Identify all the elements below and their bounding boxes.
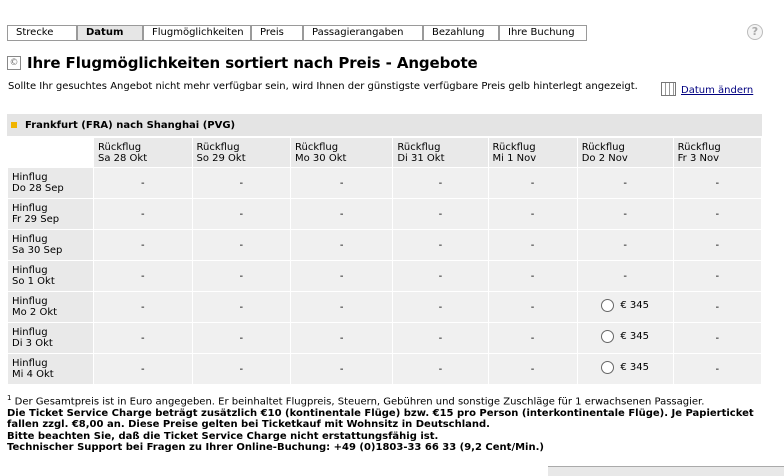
return-date-header xyxy=(673,138,761,168)
return-date-header xyxy=(488,138,577,168)
return-date: Fr 3 Nov xyxy=(677,152,720,164)
return-label: Rückflug xyxy=(492,141,536,153)
step-3[interactable]: Preis xyxy=(251,25,303,41)
fare-unavailable: - xyxy=(291,261,393,292)
fare-radio[interactable] xyxy=(601,299,614,312)
fare-unavailable: - xyxy=(393,292,488,323)
outbound-date: Di 3 Okt xyxy=(12,338,53,349)
service-charge-note: Die Ticket Service Charge beträgt zusätzlich €10 (kontinentale Flüge) bzw. €15 pro Person (interkontinentale Flüge). Je Papierticket fallen zzgl. €8,00 an. Diese Preise gelten bei Ticketkauf mit Wohnsitz in Deutschland. xyxy=(7,407,754,431)
step-0[interactable]: Strecke xyxy=(7,25,77,41)
fare-unavailable: - xyxy=(291,168,393,199)
fare-unavailable: - xyxy=(94,323,193,354)
fare-unavailable: - xyxy=(393,199,488,230)
fare-unavailable: - xyxy=(488,168,577,199)
return-label: Rückflug xyxy=(98,141,142,153)
return-label: Rückflug xyxy=(581,141,625,153)
price-label: € 345 xyxy=(620,300,649,311)
table-row xyxy=(8,354,762,385)
outbound-date-header xyxy=(8,261,94,292)
support-note: Technischer Support bei Fragen zu Ihrer Online-Buchung: +49 (0)1803-33 66 33 (9,2 Cent/Min.) xyxy=(7,441,544,453)
outbound-date-header xyxy=(8,323,94,354)
outbound-date-header xyxy=(8,230,94,261)
fare-unavailable: - xyxy=(577,261,673,292)
fare-unavailable: - xyxy=(673,199,761,230)
route-title: Frankfurt (FRA) nach Shanghai (PVG) xyxy=(25,119,236,131)
footnote: $^1$ Der Gesamtpreis ist in Euro angegeben. Er beinhaltet Flugpreis, Steuern, Gebühren und sonstige Zuschläge für 1 erwachsenen Passagier. xyxy=(7,394,705,408)
grid-corner xyxy=(8,138,94,168)
info-text: Sollte Ihr gesuchtes Angebot nicht mehr verfügbar sein, wird Ihnen der günstigste verfügbare Preis gelb hinterlegt angezeigt. xyxy=(8,81,638,92)
outbound-label: Hinflug xyxy=(12,172,48,183)
fare-unavailable: - xyxy=(192,261,291,292)
fare-unavailable: - xyxy=(291,199,393,230)
outbound-label: Hinflug xyxy=(12,234,48,245)
help-icon[interactable]: ? xyxy=(747,24,763,40)
fare-unavailable: - xyxy=(488,230,577,261)
fare-unavailable: - xyxy=(488,199,577,230)
step-6[interactable]: Ihre Buchung xyxy=(499,25,587,41)
fare-unavailable: - xyxy=(192,354,291,385)
return-label: Rückflug xyxy=(196,141,240,153)
return-date: So 29 Okt xyxy=(196,152,246,164)
price-label: € 345 xyxy=(620,362,649,373)
fare-unavailable: - xyxy=(291,292,393,323)
fare-unavailable: - xyxy=(291,354,393,385)
return-date: Sa 28 Okt xyxy=(98,152,148,164)
outbound-date: Fr 29 Sep xyxy=(12,214,60,225)
date-change[interactable] xyxy=(661,82,753,96)
fare-unavailable: - xyxy=(291,323,393,354)
fare-unavailable: - xyxy=(488,261,577,292)
fare-unavailable: - xyxy=(673,292,761,323)
fare-unavailable: - xyxy=(94,168,193,199)
fare-unavailable: - xyxy=(488,354,577,385)
fare-radio[interactable] xyxy=(601,361,614,374)
fare-option[interactable] xyxy=(577,354,673,385)
return-label: Rückflug xyxy=(295,141,339,153)
route-marker-icon xyxy=(11,122,17,128)
outbound-label: Hinflug xyxy=(12,327,48,338)
return-date: Mi 1 Nov xyxy=(492,152,537,164)
fare-unavailable: - xyxy=(577,168,673,199)
outbound-label: Hinflug xyxy=(12,203,48,214)
outbound-date: Mi 4 Okt xyxy=(12,369,54,380)
fare-unavailable: - xyxy=(488,323,577,354)
outbound-label: Hinflug xyxy=(12,358,48,369)
outbound-date-header xyxy=(8,168,94,199)
fare-unavailable: - xyxy=(291,230,393,261)
outbound-date-header xyxy=(8,199,94,230)
return-date-header xyxy=(393,138,488,168)
fare-grid xyxy=(7,137,762,385)
fare-radio[interactable] xyxy=(601,330,614,343)
fare-unavailable: - xyxy=(393,230,488,261)
fare-unavailable: - xyxy=(393,168,488,199)
route-header xyxy=(7,114,762,136)
booking-steps xyxy=(7,25,587,41)
refund-note: Bitte beachten Sie, daß die Ticket Service Charge nicht erstattungsfähig ist. xyxy=(7,430,439,442)
date-change-link[interactable]: Datum ändern xyxy=(681,85,754,96)
table-row xyxy=(8,168,762,199)
fare-unavailable: - xyxy=(192,230,291,261)
footer-notes xyxy=(7,393,767,453)
fare-unavailable: - xyxy=(488,292,577,323)
return-date: Do 2 Nov xyxy=(581,152,628,164)
return-date: Di 31 Okt xyxy=(397,152,445,164)
price-label: € 345 xyxy=(620,331,649,342)
outbound-date: Mo 2 Okt xyxy=(12,307,58,318)
fare-unavailable: - xyxy=(94,354,193,385)
fare-price[interactable] xyxy=(601,361,649,374)
outbound-date: Do 28 Sep xyxy=(12,183,64,194)
page-title: Ihre Flugmöglichkeiten sortiert nach Preis - Angebote xyxy=(27,54,478,72)
fare-unavailable: - xyxy=(673,323,761,354)
fare-unavailable: - xyxy=(192,168,291,199)
return-date-header xyxy=(291,138,393,168)
fare-unavailable: - xyxy=(393,323,488,354)
table-row xyxy=(8,323,762,354)
fare-option[interactable] xyxy=(577,323,673,354)
fare-unavailable: - xyxy=(577,230,673,261)
fare-option[interactable] xyxy=(577,292,673,323)
table-row xyxy=(8,292,762,323)
step-4[interactable]: Passagierangaben xyxy=(303,25,423,41)
table-row xyxy=(8,261,762,292)
fare-unavailable: - xyxy=(393,354,488,385)
return-label: Rückflug xyxy=(397,141,441,153)
outbound-date-header xyxy=(8,354,94,385)
return-date-header xyxy=(192,138,291,168)
fare-unavailable: - xyxy=(673,261,761,292)
fare-price[interactable] xyxy=(601,330,649,343)
outbound-label: Hinflug xyxy=(12,265,48,276)
step-1[interactable]: Datum xyxy=(77,25,143,41)
fare-unavailable: - xyxy=(577,199,673,230)
table-row xyxy=(8,199,762,230)
horizontal-scrollbar[interactable] xyxy=(548,466,784,476)
fare-unavailable: - xyxy=(673,230,761,261)
fare-unavailable: - xyxy=(192,292,291,323)
fare-unavailable: - xyxy=(393,261,488,292)
calendar-icon xyxy=(661,82,676,96)
return-label: Rückflug xyxy=(677,141,721,153)
return-date: Mo 30 Okt xyxy=(295,152,347,164)
fare-unavailable: - xyxy=(94,261,193,292)
fare-unavailable: - xyxy=(94,199,193,230)
return-date-header xyxy=(94,138,193,168)
outbound-date: Sa 30 Sep xyxy=(12,245,63,256)
title-row xyxy=(7,54,478,72)
step-2[interactable]: Flugmöglichkeiten xyxy=(143,25,251,41)
fare-unavailable: - xyxy=(673,168,761,199)
fare-unavailable: - xyxy=(94,292,193,323)
step-5[interactable]: Bezahlung xyxy=(423,25,499,41)
outbound-date: So 1 Okt xyxy=(12,276,55,287)
fare-unavailable: - xyxy=(94,230,193,261)
table-row xyxy=(8,230,762,261)
return-date-header xyxy=(577,138,673,168)
outbound-label: Hinflug xyxy=(12,296,48,307)
outbound-date-header xyxy=(8,292,94,323)
fare-unavailable: - xyxy=(192,323,291,354)
copyright-icon: © xyxy=(7,56,21,70)
fare-unavailable: - xyxy=(192,199,291,230)
fare-unavailable: - xyxy=(673,354,761,385)
fare-price[interactable] xyxy=(601,299,649,312)
